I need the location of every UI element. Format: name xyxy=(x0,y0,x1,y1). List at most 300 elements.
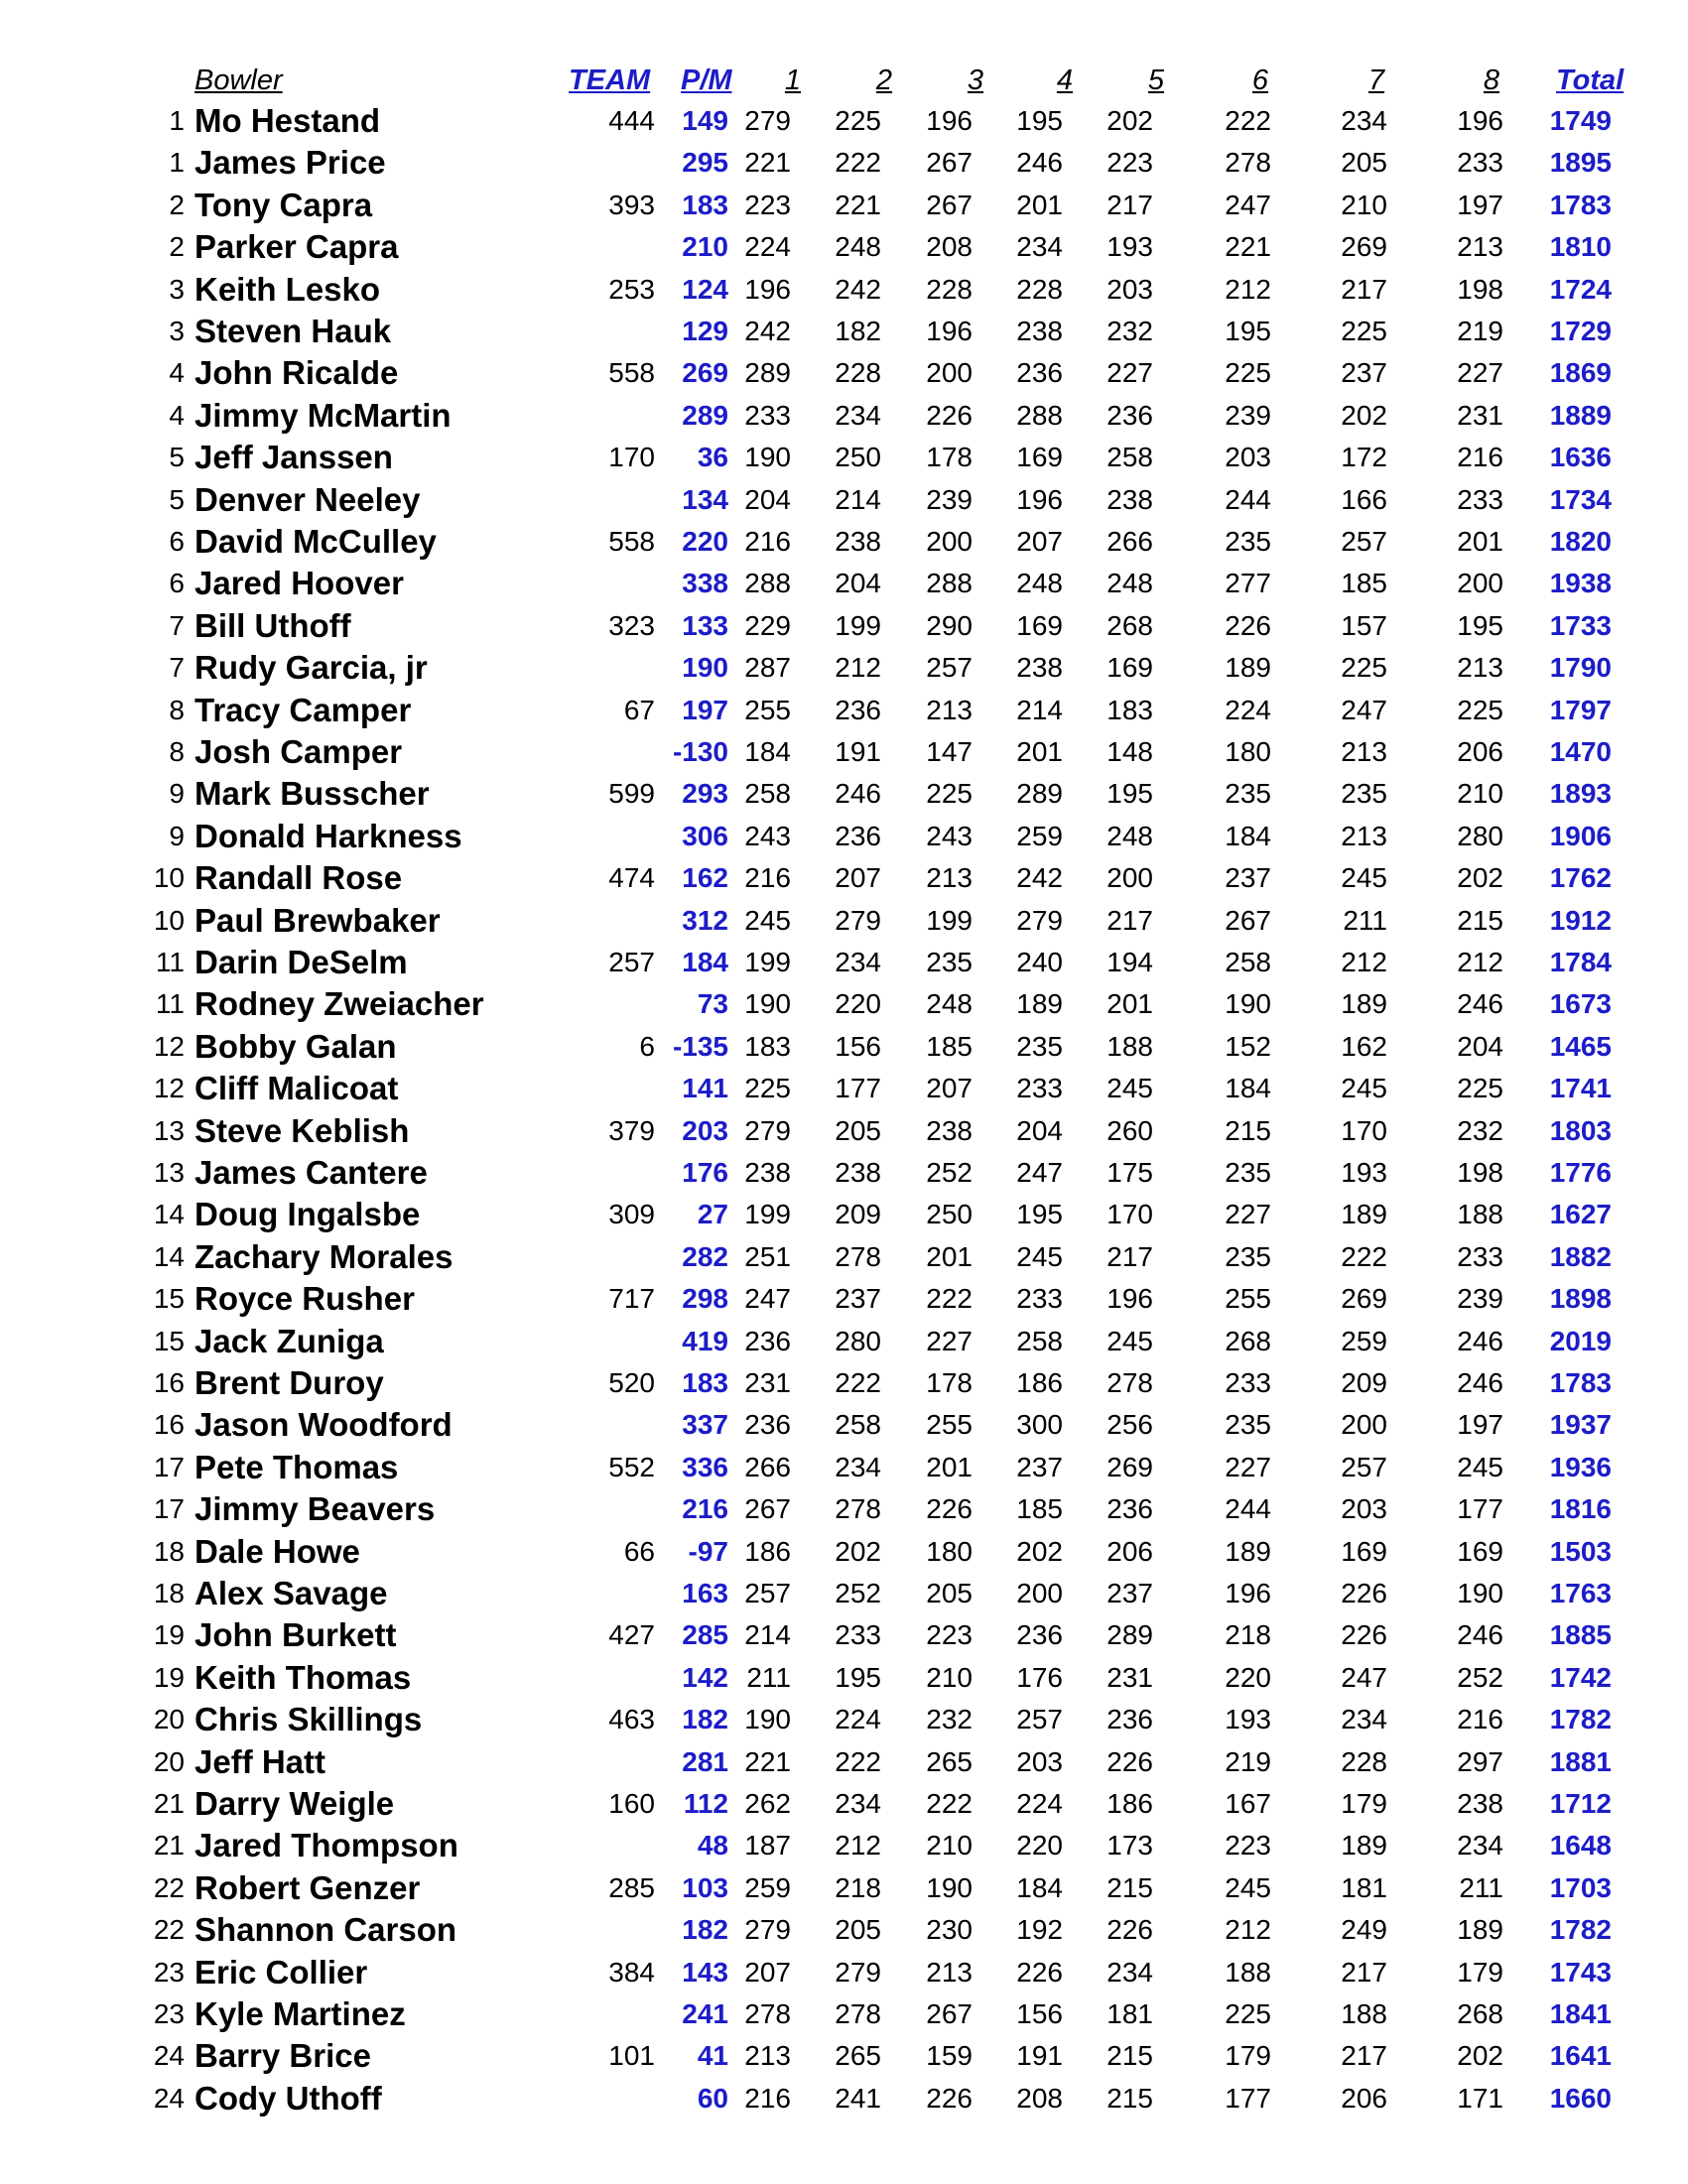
table-row xyxy=(0,479,1688,521)
table-row xyxy=(0,1447,1688,1488)
game-8-cell: 231 xyxy=(1457,399,1503,431)
game-8-cell: 297 xyxy=(1457,1745,1503,1777)
bowler-name: Pete Thomas xyxy=(195,1448,399,1485)
rank-cell: 18 xyxy=(153,1535,185,1567)
game-7-cell: 189 xyxy=(1341,988,1387,1020)
game-7-cell: 211 xyxy=(1343,904,1387,936)
pm-cell: 183 xyxy=(682,189,728,220)
game-4-cell: 192 xyxy=(1016,1914,1063,1946)
rank-cell: 7 xyxy=(169,609,185,641)
game-7-cell: 217 xyxy=(1341,1956,1387,1988)
bowler-name: Mo Hestand xyxy=(195,102,381,139)
rank-cell: 23 xyxy=(153,1956,185,1988)
total-cell: 1937 xyxy=(1549,1409,1612,1441)
game-3-cell: 213 xyxy=(926,1956,973,1988)
pm-cell: 182 xyxy=(682,1914,728,1946)
game-2-cell: 279 xyxy=(835,1956,881,1988)
pm-cell: 141 xyxy=(682,1073,728,1104)
total-cell: 1776 xyxy=(1549,1157,1612,1188)
table-row xyxy=(0,1194,1688,1235)
game-7-cell: 225 xyxy=(1341,652,1387,684)
game-1-cell: 279 xyxy=(744,1914,791,1946)
team-cell: 552 xyxy=(608,1451,655,1482)
game-4-cell: 196 xyxy=(1016,483,1063,515)
pm-cell: 27 xyxy=(697,1199,728,1230)
total-cell: 1742 xyxy=(1549,1661,1612,1693)
table-row xyxy=(0,1321,1688,1362)
team-cell: 285 xyxy=(608,1871,655,1903)
game-3-cell: 190 xyxy=(926,1871,973,1903)
bowler-name: Donald Harkness xyxy=(195,817,462,854)
game-7-cell: 189 xyxy=(1341,1199,1387,1230)
game-6-cell: 189 xyxy=(1225,652,1271,684)
game-8-cell: 232 xyxy=(1457,1114,1503,1146)
game-5-cell: 202 xyxy=(1106,105,1153,136)
pm-cell: 306 xyxy=(682,820,728,851)
game-7-cell: 189 xyxy=(1341,1830,1387,1862)
pm-cell: 220 xyxy=(682,526,728,557)
team-cell: 444 xyxy=(608,105,655,136)
bowler-name: Denver Neeley xyxy=(195,480,421,518)
game-8-cell: 216 xyxy=(1457,1704,1503,1735)
game-2-cell: 209 xyxy=(835,1199,881,1230)
game-3-cell: 200 xyxy=(926,526,973,557)
game-4-cell: 224 xyxy=(1016,1788,1063,1819)
game-4-cell: 233 xyxy=(1016,1073,1063,1104)
game-2-cell: 199 xyxy=(835,609,881,641)
game-8-cell: 233 xyxy=(1457,483,1503,515)
total-cell: 1763 xyxy=(1549,1578,1612,1608)
total-cell: 1470 xyxy=(1549,736,1612,767)
total-cell: 1816 xyxy=(1549,1493,1612,1525)
game-5-cell: 183 xyxy=(1106,694,1153,725)
game-3-cell: 252 xyxy=(926,1157,973,1188)
game-5-cell: 289 xyxy=(1106,1619,1153,1651)
rank-cell: 6 xyxy=(169,568,185,599)
bowler-name: Tony Capra xyxy=(195,186,373,223)
game-3-cell: 232 xyxy=(926,1704,973,1735)
game-1-cell: 190 xyxy=(744,988,791,1020)
game-8-cell: 233 xyxy=(1457,1240,1503,1272)
game-4-cell: 201 xyxy=(1016,736,1063,767)
game-4-cell: 191 xyxy=(1016,2040,1063,2072)
game-1-cell: 199 xyxy=(744,1199,791,1230)
game-6-cell: 235 xyxy=(1225,1157,1271,1188)
table-row xyxy=(0,1952,1688,1993)
table-row xyxy=(0,1152,1688,1194)
rank-cell: 3 xyxy=(169,316,185,346)
game-7-cell: 213 xyxy=(1341,736,1387,767)
total-cell: 1893 xyxy=(1549,778,1612,810)
pm-cell: 149 xyxy=(682,105,728,136)
game-2-cell: 236 xyxy=(835,820,881,851)
rank-cell: 14 xyxy=(153,1240,185,1272)
game-7-cell: 157 xyxy=(1341,609,1387,641)
game-8-cell: 213 xyxy=(1457,652,1503,684)
game-4-cell: 226 xyxy=(1016,1956,1063,1988)
game-7-cell: 257 xyxy=(1341,526,1387,557)
game-6-cell: 222 xyxy=(1225,105,1271,136)
pm-cell: 281 xyxy=(682,1745,728,1777)
game-2-cell: 258 xyxy=(835,1409,881,1441)
game-1-cell: 187 xyxy=(744,1830,791,1862)
bowler-name: Darry Weigle xyxy=(195,1785,395,1822)
pm-cell: 36 xyxy=(697,442,728,473)
game-3-cell: 288 xyxy=(926,568,973,599)
game-2-cell: 234 xyxy=(835,1451,881,1482)
rank-cell: 22 xyxy=(153,1871,185,1903)
game-5-cell: 175 xyxy=(1106,1157,1153,1188)
total-cell: 1889 xyxy=(1549,399,1612,431)
game-2-cell: 265 xyxy=(835,2040,881,2072)
game-6-cell: 225 xyxy=(1225,357,1271,389)
bowler-name: Rodney Zweiacher xyxy=(195,985,484,1023)
bowler-name: Tracy Camper xyxy=(195,691,412,728)
table-row xyxy=(0,100,1688,142)
game-2-cell: 248 xyxy=(835,231,881,263)
game-7-cell: 249 xyxy=(1341,1914,1387,1946)
game-5-cell: 200 xyxy=(1106,862,1153,894)
total-cell: 1782 xyxy=(1549,1914,1612,1946)
header-bowler: Bowler xyxy=(195,64,283,96)
table-row xyxy=(0,900,1688,942)
total-cell: 1712 xyxy=(1549,1788,1612,1819)
game-5-cell: 217 xyxy=(1106,1240,1153,1272)
game-7-cell: 179 xyxy=(1341,1788,1387,1819)
game-4-cell: 258 xyxy=(1016,1325,1063,1356)
team-cell: 558 xyxy=(608,526,655,557)
rank-cell: 10 xyxy=(153,862,185,894)
game-1-cell: 223 xyxy=(744,189,791,220)
total-cell: 1783 xyxy=(1549,189,1612,220)
rank-cell: 20 xyxy=(153,1745,185,1777)
game-2-cell: 228 xyxy=(835,357,881,389)
rank-cell: 16 xyxy=(153,1367,185,1398)
game-4-cell: 300 xyxy=(1016,1409,1063,1441)
game-5-cell: 269 xyxy=(1106,1451,1153,1482)
game-3-cell: 159 xyxy=(926,2040,973,2072)
total-cell: 1724 xyxy=(1549,273,1612,305)
table-row xyxy=(0,690,1688,731)
game-4-cell: 156 xyxy=(1016,1998,1063,2029)
game-2-cell: 191 xyxy=(835,736,881,767)
game-2-cell: 195 xyxy=(835,1661,881,1693)
game-1-cell: 221 xyxy=(744,1745,791,1777)
game-6-cell: 179 xyxy=(1225,2040,1271,2072)
game-4-cell: 248 xyxy=(1016,568,1063,599)
game-1-cell: 184 xyxy=(744,736,791,767)
bowler-name: James Cantere xyxy=(195,1154,428,1191)
game-2-cell: 241 xyxy=(835,2082,881,2114)
game-7-cell: 234 xyxy=(1341,105,1387,136)
total-cell: 1729 xyxy=(1549,316,1612,346)
bowler-name: Randall Rose xyxy=(195,859,403,897)
game-8-cell: 177 xyxy=(1457,1493,1503,1525)
game-2-cell: 278 xyxy=(835,1493,881,1525)
game-1-cell: 279 xyxy=(744,105,791,136)
game-7-cell: 217 xyxy=(1341,2040,1387,2072)
game-4-cell: 214 xyxy=(1016,694,1063,725)
game-1-cell: 255 xyxy=(744,694,791,725)
game-6-cell: 196 xyxy=(1225,1578,1271,1608)
game-4-cell: 234 xyxy=(1016,231,1063,263)
game-5-cell: 236 xyxy=(1106,399,1153,431)
game-3-cell: 250 xyxy=(926,1199,973,1230)
game-6-cell: 268 xyxy=(1225,1325,1271,1356)
game-2-cell: 214 xyxy=(835,483,881,515)
game-6-cell: 219 xyxy=(1225,1745,1271,1777)
table-row xyxy=(0,1741,1688,1783)
pm-cell: 184 xyxy=(682,947,728,977)
game-1-cell: 267 xyxy=(744,1493,791,1525)
game-2-cell: 222 xyxy=(835,147,881,179)
game-8-cell: 238 xyxy=(1457,1788,1503,1819)
game-5-cell: 231 xyxy=(1106,1661,1153,1693)
table-row xyxy=(0,942,1688,983)
rank-cell: 19 xyxy=(153,1619,185,1651)
game-7-cell: 259 xyxy=(1341,1325,1387,1356)
total-cell: 1648 xyxy=(1549,1830,1612,1862)
rank-cell: 3 xyxy=(169,273,185,305)
game-6-cell: 235 xyxy=(1225,1409,1271,1441)
team-cell: 67 xyxy=(623,694,655,725)
bowler-name: Bill Uthoff xyxy=(195,606,351,644)
pm-cell: 293 xyxy=(682,778,728,810)
game-3-cell: 265 xyxy=(926,1745,973,1777)
game-8-cell: 197 xyxy=(1457,1409,1503,1441)
game-8-cell: 246 xyxy=(1457,988,1503,1020)
rank-cell: 23 xyxy=(153,1998,185,2029)
game-1-cell: 266 xyxy=(744,1451,791,1482)
game-4-cell: 195 xyxy=(1016,1199,1063,1230)
total-cell: 1797 xyxy=(1549,694,1612,725)
game-5-cell: 234 xyxy=(1106,1956,1153,1988)
pm-cell: 134 xyxy=(682,483,728,515)
rank-cell: 8 xyxy=(169,736,185,767)
game-3-cell: 201 xyxy=(926,1451,973,1482)
total-cell: 1749 xyxy=(1549,105,1612,136)
table-row xyxy=(0,2078,1688,2120)
game-3-cell: 228 xyxy=(926,273,973,305)
game-5-cell: 226 xyxy=(1106,1914,1153,1946)
pm-cell: 312 xyxy=(682,904,728,936)
game-2-cell: 177 xyxy=(835,1073,881,1104)
table-row xyxy=(0,521,1688,563)
rank-cell: 14 xyxy=(153,1199,185,1230)
pm-cell: 203 xyxy=(682,1114,728,1146)
header-game-4: 4 xyxy=(1056,64,1074,96)
game-5-cell: 232 xyxy=(1106,316,1153,346)
game-8-cell: 245 xyxy=(1457,1451,1503,1482)
game-3-cell: 208 xyxy=(926,231,973,263)
game-8-cell: 233 xyxy=(1457,147,1503,179)
game-3-cell: 223 xyxy=(926,1619,973,1651)
pm-cell: 142 xyxy=(682,1661,728,1693)
game-4-cell: 238 xyxy=(1016,316,1063,346)
table-row xyxy=(0,1278,1688,1320)
game-1-cell: 242 xyxy=(744,316,791,346)
pm-cell: 41 xyxy=(697,2040,728,2072)
game-5-cell: 256 xyxy=(1106,1409,1153,1441)
bowler-name: Alex Savage xyxy=(195,1575,388,1611)
game-1-cell: 216 xyxy=(744,862,791,894)
total-cell: 1869 xyxy=(1549,357,1612,389)
game-4-cell: 238 xyxy=(1016,652,1063,684)
game-3-cell: 199 xyxy=(926,904,973,936)
game-2-cell: 234 xyxy=(835,1788,881,1819)
team-cell: 463 xyxy=(608,1704,655,1735)
bowler-name: Jared Thompson xyxy=(195,1827,458,1864)
rank-cell: 5 xyxy=(169,483,185,515)
game-4-cell: 259 xyxy=(1016,820,1063,851)
game-6-cell: 267 xyxy=(1225,904,1271,936)
total-cell: 1885 xyxy=(1549,1619,1612,1651)
game-1-cell: 207 xyxy=(744,1956,791,1988)
game-7-cell: 200 xyxy=(1341,1409,1387,1441)
game-2-cell: 234 xyxy=(835,947,881,977)
table-row xyxy=(0,731,1688,773)
pm-cell: 182 xyxy=(682,1704,728,1735)
game-8-cell: 179 xyxy=(1457,1956,1503,1988)
game-7-cell: 188 xyxy=(1341,1998,1387,2029)
table-row xyxy=(0,395,1688,437)
game-8-cell: 219 xyxy=(1457,316,1503,346)
game-1-cell: 186 xyxy=(744,1535,791,1567)
game-6-cell: 244 xyxy=(1225,1493,1271,1525)
game-6-cell: 258 xyxy=(1225,947,1271,977)
game-7-cell: 228 xyxy=(1341,1745,1387,1777)
game-7-cell: 226 xyxy=(1341,1619,1387,1651)
game-2-cell: 205 xyxy=(835,1914,881,1946)
game-8-cell: 195 xyxy=(1457,609,1503,641)
game-5-cell: 268 xyxy=(1106,609,1153,641)
header-game-6: 6 xyxy=(1251,64,1269,96)
game-7-cell: 172 xyxy=(1341,442,1387,473)
bowler-name: Cliff Malicoat xyxy=(195,1070,399,1107)
bowler-name: Jared Hoover xyxy=(195,565,404,602)
rank-cell: 15 xyxy=(153,1325,185,1356)
game-8-cell: 268 xyxy=(1457,1998,1503,2029)
table-row xyxy=(0,1657,1688,1699)
game-2-cell: 237 xyxy=(835,1283,881,1315)
team-cell: 101 xyxy=(608,2040,655,2072)
game-3-cell: 290 xyxy=(926,609,973,641)
table-row xyxy=(0,1614,1688,1656)
game-3-cell: 225 xyxy=(926,778,973,810)
rank-cell: 11 xyxy=(155,988,185,1020)
table-row xyxy=(0,1699,1688,1740)
pm-cell: -97 xyxy=(688,1535,728,1567)
game-6-cell: 215 xyxy=(1225,1114,1271,1146)
game-2-cell: 222 xyxy=(835,1745,881,1777)
game-1-cell: 229 xyxy=(744,609,791,641)
team-cell: 170 xyxy=(608,442,655,473)
bowler-name: Jeff Janssen xyxy=(195,439,393,476)
pm-cell: 143 xyxy=(682,1956,728,1988)
game-8-cell: 200 xyxy=(1457,568,1503,599)
game-3-cell: 267 xyxy=(926,189,973,220)
rank-cell: 4 xyxy=(169,357,185,389)
game-5-cell: 223 xyxy=(1106,147,1153,179)
rank-cell: 24 xyxy=(153,2040,185,2072)
team-cell: 384 xyxy=(608,1956,655,1988)
game-2-cell: 225 xyxy=(835,105,881,136)
game-3-cell: 207 xyxy=(926,1073,973,1104)
game-7-cell: 226 xyxy=(1341,1578,1387,1608)
rank-cell: 17 xyxy=(153,1451,185,1482)
table-row xyxy=(0,773,1688,815)
bowler-name: Barry Brice xyxy=(195,2037,371,2075)
game-4-cell: 235 xyxy=(1016,1030,1063,1062)
header-game-2: 2 xyxy=(875,64,893,96)
game-2-cell: 250 xyxy=(835,442,881,473)
game-6-cell: 195 xyxy=(1225,316,1271,346)
header-game-8: 8 xyxy=(1483,64,1500,96)
game-7-cell: 203 xyxy=(1341,1493,1387,1525)
game-6-cell: 227 xyxy=(1225,1451,1271,1482)
game-3-cell: 147 xyxy=(926,736,973,767)
total-cell: 1636 xyxy=(1549,442,1612,473)
game-8-cell: 216 xyxy=(1457,442,1503,473)
table-row xyxy=(0,269,1688,311)
game-6-cell: 244 xyxy=(1225,483,1271,515)
game-3-cell: 248 xyxy=(926,988,973,1020)
game-3-cell: 213 xyxy=(926,862,973,894)
game-8-cell: 198 xyxy=(1457,1157,1503,1188)
game-3-cell: 180 xyxy=(926,1535,973,1567)
team-cell: 253 xyxy=(608,273,655,305)
bowler-name: Rudy Garcia, jr xyxy=(195,649,428,687)
game-1-cell: 247 xyxy=(744,1283,791,1315)
game-5-cell: 169 xyxy=(1106,652,1153,684)
game-6-cell: 184 xyxy=(1225,820,1271,851)
total-cell: 1881 xyxy=(1549,1745,1612,1777)
game-5-cell: 201 xyxy=(1106,988,1153,1020)
game-3-cell: 210 xyxy=(926,1830,973,1862)
game-7-cell: 205 xyxy=(1341,147,1387,179)
pm-cell: 60 xyxy=(697,2082,728,2114)
game-1-cell: 233 xyxy=(744,399,791,431)
table-row xyxy=(0,185,1688,226)
game-5-cell: 193 xyxy=(1106,231,1153,263)
total-cell: 1912 xyxy=(1549,904,1612,936)
game-1-cell: 183 xyxy=(744,1030,791,1062)
team-cell: 379 xyxy=(608,1114,655,1146)
game-2-cell: 234 xyxy=(835,399,881,431)
bowler-name: John Burkett xyxy=(195,1616,397,1654)
rank-cell: 13 xyxy=(153,1157,185,1188)
rank-cell: 6 xyxy=(169,526,185,557)
rank-cell: 1 xyxy=(169,105,185,136)
rank-cell: 1 xyxy=(169,147,185,179)
rank-cell: 20 xyxy=(153,1704,185,1735)
total-cell: 1641 xyxy=(1549,2040,1612,2072)
total-cell: 1803 xyxy=(1549,1114,1612,1146)
game-3-cell: 267 xyxy=(926,1998,973,2029)
total-cell: 1783 xyxy=(1549,1367,1612,1398)
game-4-cell: 247 xyxy=(1016,1157,1063,1188)
total-cell: 1790 xyxy=(1549,652,1612,684)
game-1-cell: 236 xyxy=(744,1409,791,1441)
rank-cell: 21 xyxy=(153,1788,185,1819)
team-cell: 558 xyxy=(608,357,655,389)
rank-cell: 5 xyxy=(169,442,185,473)
total-cell: 1503 xyxy=(1549,1535,1612,1567)
game-7-cell: 257 xyxy=(1341,1451,1387,1482)
table-row xyxy=(0,605,1688,647)
game-4-cell: 201 xyxy=(1016,189,1063,220)
game-5-cell: 245 xyxy=(1106,1073,1153,1104)
